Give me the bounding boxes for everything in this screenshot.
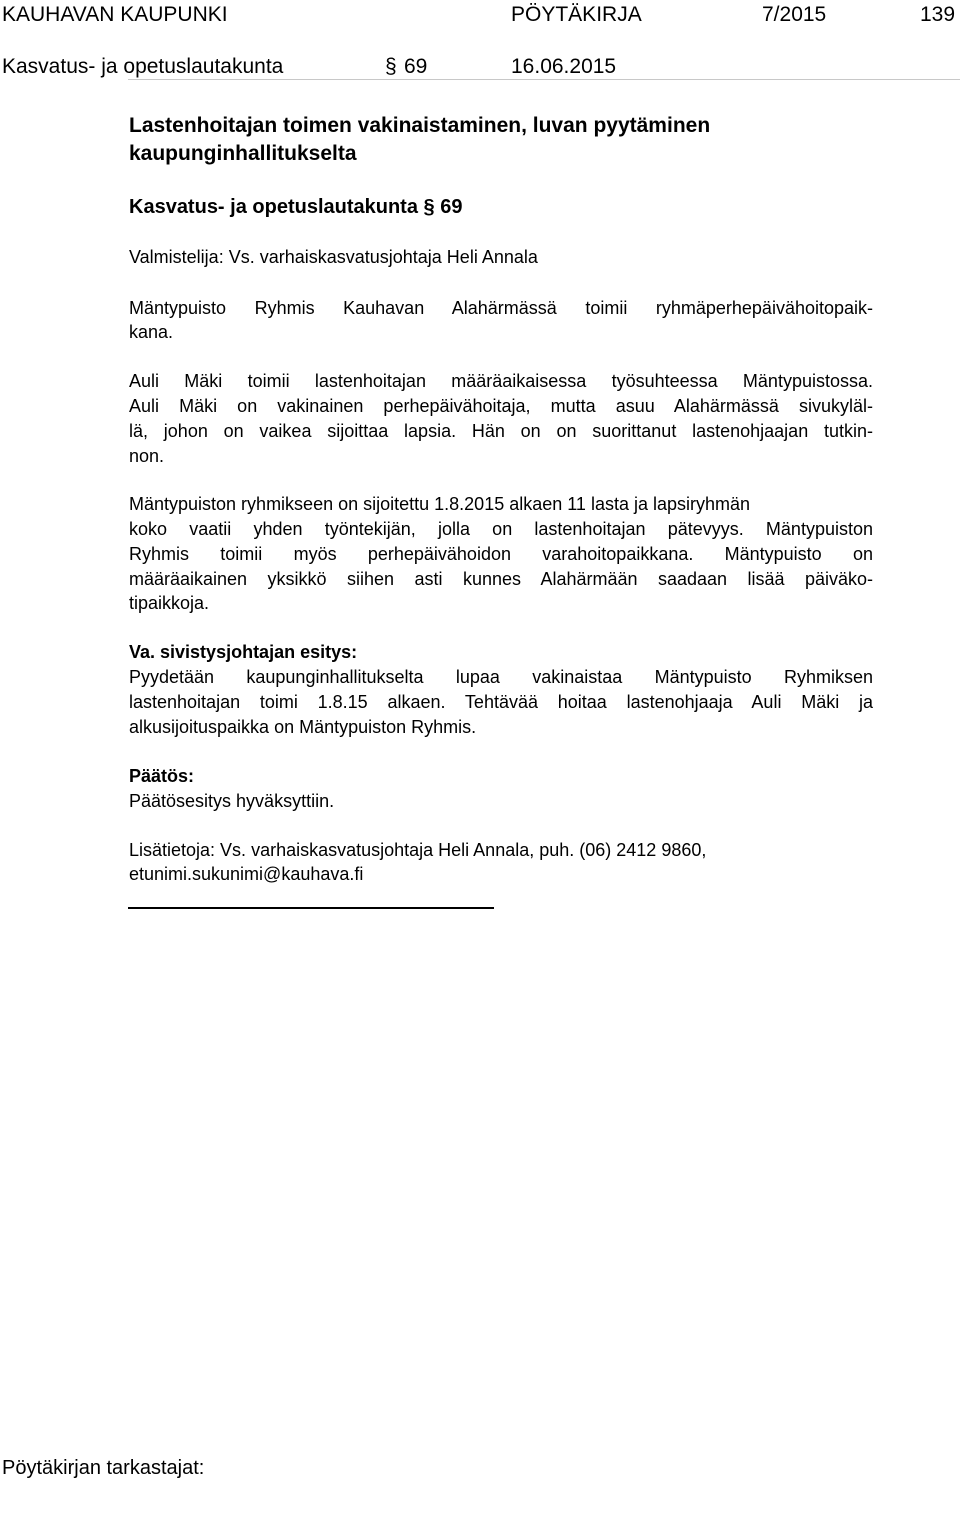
- section-sign: §: [385, 55, 397, 78]
- para2-line4: non.: [129, 446, 165, 466]
- section-number: 69: [404, 55, 428, 78]
- proposal-line3: alkusijoituspaikka on Mäntypuiston Ryhmis.: [129, 717, 477, 737]
- header-divider: [128, 79, 960, 80]
- closing-rule: [128, 907, 494, 909]
- meeting-date: 16.06.2015: [511, 55, 617, 78]
- para1-line1: Mäntypuisto Ryhmis Kauhavan Alahärmässä toimii ryhmäperhepäivähoitopaik-: [129, 298, 873, 318]
- proposal-heading: Va. sivistysjohtajan esitys:: [129, 642, 358, 662]
- contact-line1: Lisätietoja: Vs. varhaiskasvatusjohtaja Heli Annala, puh. (06) 2412 9860,: [129, 840, 707, 860]
- page-title-line1: Lastenhoitajan toimen vakinaistaminen, luvan pyytäminen: [129, 114, 711, 137]
- para3-line1: Mäntypuiston ryhmikseen on sijoitettu 1.8.2015 alkaen 11 lasta ja lapsiryhmän: [129, 494, 751, 514]
- para3-line3: Ryhmis toimii myös perhepäivähoidon varahoitopaikkana. Mäntypuisto on: [129, 544, 873, 564]
- proposal-line2: lastenhoitajan toimi 1.8.15 alkaen. Tehtävää hoitaa lastenohjaaja Auli Mäki ja: [129, 692, 873, 712]
- contact-line2: etunimi.sukunimi@kauhava.fi: [129, 864, 364, 884]
- page-number: 139: [920, 3, 956, 26]
- decision-heading: Päätös:: [129, 766, 195, 786]
- board-heading: Kasvatus- ja opetuslautakunta § 69: [129, 196, 463, 218]
- document-number: 7/2015: [762, 3, 827, 26]
- city-name: KAUHAVAN KAUPUNKI: [2, 3, 228, 26]
- para2-line3: lä, johon on vaikea sijoittaa lapsia. Hän on on suorittanut lastenohjaajan tutkin-: [129, 421, 873, 441]
- footer-reviewers-label: Pöytäkirjan tarkastajat:: [2, 1457, 205, 1479]
- para2-line1: Auli Mäki toimii lastenhoitajan määräaikaisessa työsuhteessa Mäntypuistossa.: [129, 371, 873, 391]
- para3-line4: määräaikainen yksikkö siihen asti kunnes Alahärmään saadaan lisää päiväko-: [129, 569, 873, 589]
- para3-line5: tipaikkoja.: [129, 593, 210, 613]
- decision-text: Päätösesitys hyväksyttiin.: [129, 791, 335, 811]
- board-name: Kasvatus- ja opetuslautakunta: [2, 55, 284, 78]
- proposal-line1: Pyydetään kaupunginhallitukselta lupaa vakinaistaa Mäntypuisto Ryhmiksen: [129, 667, 873, 687]
- page-title-line2: kaupunginhallitukselta: [129, 142, 357, 165]
- para3-line2: koko vaatii yhden työntekijän, jolla on lastenhoitajan pätevyys. Mäntypuiston: [129, 519, 873, 539]
- preparer-line: Valmistelija: Vs. varhaiskasvatusjohtaja Heli Annala: [129, 247, 538, 267]
- para2-line2: Auli Mäki on vakinainen perhepäivähoitaja, mutta asuu Alahärmässä sivukyläl-: [129, 396, 873, 416]
- document-type: PÖYTÄKIRJA: [511, 3, 642, 26]
- para1-line2: kana.: [129, 322, 174, 342]
